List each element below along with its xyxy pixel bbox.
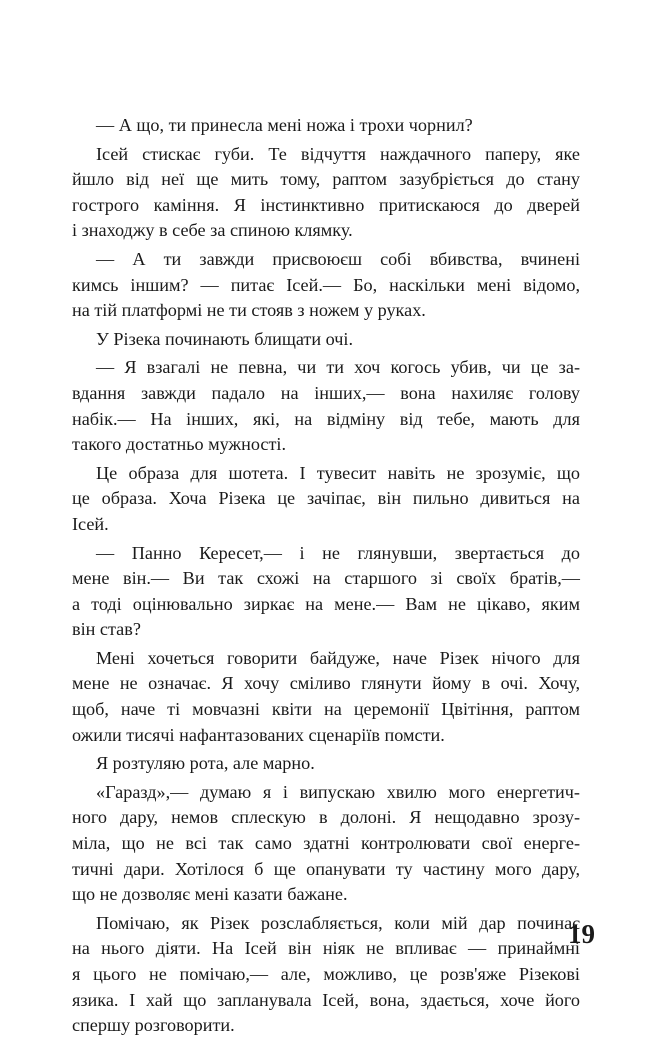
- paragraph: [72, 247, 580, 324]
- paragraph: [72, 461, 580, 538]
- text-line: спершу розговорити.: [72, 1015, 235, 1036]
- text-line: ожили тисячі нафантазованих сценаріїв помсти.: [72, 724, 445, 745]
- text-line: а тоді оцінювально зиркає на мене.— Вам не цікаво, яким: [72, 593, 580, 614]
- text-line: це образа. Хоча Різека це зачіпає, він пильно дивиться на: [72, 488, 580, 509]
- text-line: — Я взагалі не певна, чи ти хоч когось убив, чи це за-: [96, 357, 580, 378]
- text-line: гострого каміння. Я інстинктивно притискаюся до дверей: [72, 194, 580, 215]
- text-line: Помічаю, як Різек розслабляється, коли мій дар починає: [96, 912, 580, 933]
- paragraph: [72, 646, 580, 748]
- text-line: Я розтуляю рота, але марно.: [96, 753, 315, 774]
- text-line: У Різека починають блищати очі.: [96, 328, 354, 349]
- text-line: тичні дари. Хотілося б ще опанувати ту частину мого дару,: [72, 858, 580, 879]
- paragraph: [72, 911, 580, 1039]
- text-line: на нього діяти. На Ісей він ніяк не впливає — принаймні: [72, 938, 580, 959]
- text-line: вдання завжди падало на інших,— вона нахиляє голову: [72, 382, 580, 403]
- text-line: кимсь іншим? — питає Ісей.— Бо, наскільки мені відомо,: [72, 274, 580, 295]
- text-line: язика. І хай що запланувала Ісей, вона, здається, хоче його: [72, 989, 580, 1010]
- text-line: — А що, ти принесла мені ножа і трохи чорнил?: [96, 115, 473, 135]
- text-line: щоб, наче ті мовчазні квіти на церемонії Цвітіння, раптом: [72, 699, 580, 720]
- text-line: такого достатньо мужності.: [72, 434, 286, 455]
- text-line: мене не означає. Я хочу сміливо глянути йому в очі. Хочу,: [72, 673, 580, 694]
- paragraph: [72, 113, 580, 139]
- text-line: — А ти завжди присвоюєш собі вбивства, вчинені: [96, 248, 580, 269]
- paragraph: [72, 327, 580, 353]
- text-line: Це образа для шотета. І тувесит навіть не зрозуміє, що: [96, 462, 580, 483]
- text-line: Ісей.: [72, 513, 109, 534]
- text-line: він став?: [72, 619, 141, 640]
- text-line: і знаходжу в себе за спиною клямку.: [72, 220, 353, 241]
- paragraph: [72, 751, 580, 777]
- text-line: я цього не помічаю,— але, можливо, це розв'яже Різекові: [72, 964, 580, 984]
- text-line: ного дару, немов сплескую в долоні. Я нещодавно зрозу-: [72, 807, 580, 828]
- page-number: 19: [568, 919, 595, 949]
- text-line: що не дозволяє мені казати бажане.: [72, 884, 348, 905]
- text-line: мене він.— Ви так схожі на старшого зі своїх братів,—: [72, 568, 580, 589]
- text-line: Ісей стискає губи. Те відчуття наждачного паперу, яке: [96, 143, 580, 164]
- text-line: «Гаразд»,— думаю я і випускаю хвилю мого енергетич-: [96, 781, 580, 802]
- text-line: Мені хочеться говорити байдуже, наче Різек нічого для: [96, 647, 580, 668]
- paragraph: [72, 355, 580, 457]
- text-line: набік.— На інших, які, на відміну від тебе, мають для: [72, 408, 580, 429]
- text-line: — Панно Кересет,— і не глянувши, звертається до: [96, 542, 580, 563]
- paragraph: [72, 780, 580, 908]
- text-line: йшло від неї ще мить тому, раптом зазубріється до стану: [72, 169, 580, 190]
- paragraph: [72, 142, 580, 244]
- paragraph: [72, 541, 580, 643]
- body-text: [72, 113, 580, 1042]
- text-line: міла, що не всі так само здатні контролювати свої енерге-: [72, 833, 580, 854]
- text-line: на тій платформі не ти стояв з ножем у руках.: [72, 300, 426, 321]
